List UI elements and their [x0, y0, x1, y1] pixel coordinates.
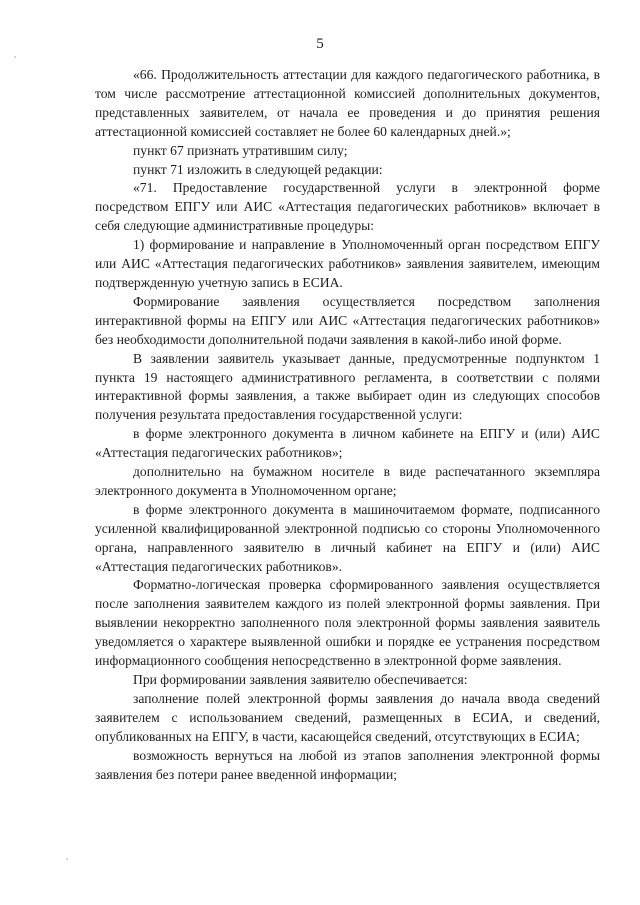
paragraph-item-71-intro: пункт 71 изложить в следующей редакции:: [133, 161, 383, 177]
scan-artifact: [66, 858, 68, 860]
document-body: [95, 66, 600, 784]
paragraph-applicant-data: В заявлении заявитель указывает данные, предусмотренные подпунктом 1 пункта 19 настоящего административного регламента, в соответствии с полями интерактивной формы заявления, а также выбирает один из следующих способов получения результата предоставления государственной услуги:: [95, 350, 600, 423]
paragraph-option-paper: дополнительно на бумажном носителе в виде распечатанного экземпляра электронного документа в Уполномоченном органе;: [95, 464, 600, 498]
scan-artifact: [14, 56, 16, 58]
paragraph-procedure-1: 1) формирование и направление в Уполномоченный орган посредством ЕПГУ или АИС «Аттестация педагогических работников» заявления заявителем, имеющим подтвержденную учетную запись в ЕСИА.: [95, 237, 600, 290]
paragraph-provisions-intro: При формировании заявления заявителю обеспечивается:: [133, 672, 468, 687]
paragraph-prefill-fields: заполнение полей электронной формы заявления до начала ввода сведений заявителем с использованием сведений, размещенных в ЕСИА, и сведений, опубликованных на ЕПГУ, в части, касающейся сведений, отсутствующих в ЕСИА;: [95, 690, 600, 744]
paragraph-item-71: «71. Предоставление государственной услуги в электронной форме посредством ЕПГУ или АИС «Аттестация педагогических работников» включает в себя следующие административные процедуры:: [95, 180, 600, 234]
paragraph-return-to-step: возможность вернуться на любой из этапов заполнения электронной формы заявления без потери ранее введенной информации;: [95, 747, 600, 782]
paragraph-format-check: Форматно-логическая проверка сформированного заявления осуществляется после заполнения заявителем каждого из полей электронной формы заявления. При выявлении некорректно заполненного поля электронной формы заявления заявитель уведомляется о характере выявленной ошибки и порядке ее устранения посредством информационного сообщения непосредственно в электронной форме заявления.: [95, 577, 600, 669]
paragraph-option-personal-cabinet: в форме электронного документа в личном кабинете на ЕПГУ и (или) АИС «Аттестация педагогических работников»;: [95, 426, 600, 461]
paragraph-form-filling: Формирование заявления осуществляется посредством заполнения интерактивной формы на ЕПГУ или АИС «Аттестация педагогических работников» без необходимости дополнительной подачи заявления в какой-либо иной форме.: [95, 293, 600, 347]
paragraph-item-66: «66. Продолжительность аттестации для каждого педагогического работника, в том числе рассмотрение аттестационной комиссией дополнительных документов, представленных заявителем, от начала ее проведения и до принятия решения аттестационной комиссией составляет не более 60 календарных дней.»;: [95, 67, 600, 139]
paragraph-item-67: пункт 67 признать утратившим силу;: [133, 142, 348, 158]
paragraph-option-machine-readable: в форме электронного документа в машиночитаемом формате, подписанного усиленной квалифицированной электронной подписью со стороны Уполномоченного органа, направленного заявителю в личный кабинет на ЕПГУ и (или) АИС «Аттестация педагогических работников».: [95, 501, 600, 574]
page-number: 5: [316, 36, 324, 52]
